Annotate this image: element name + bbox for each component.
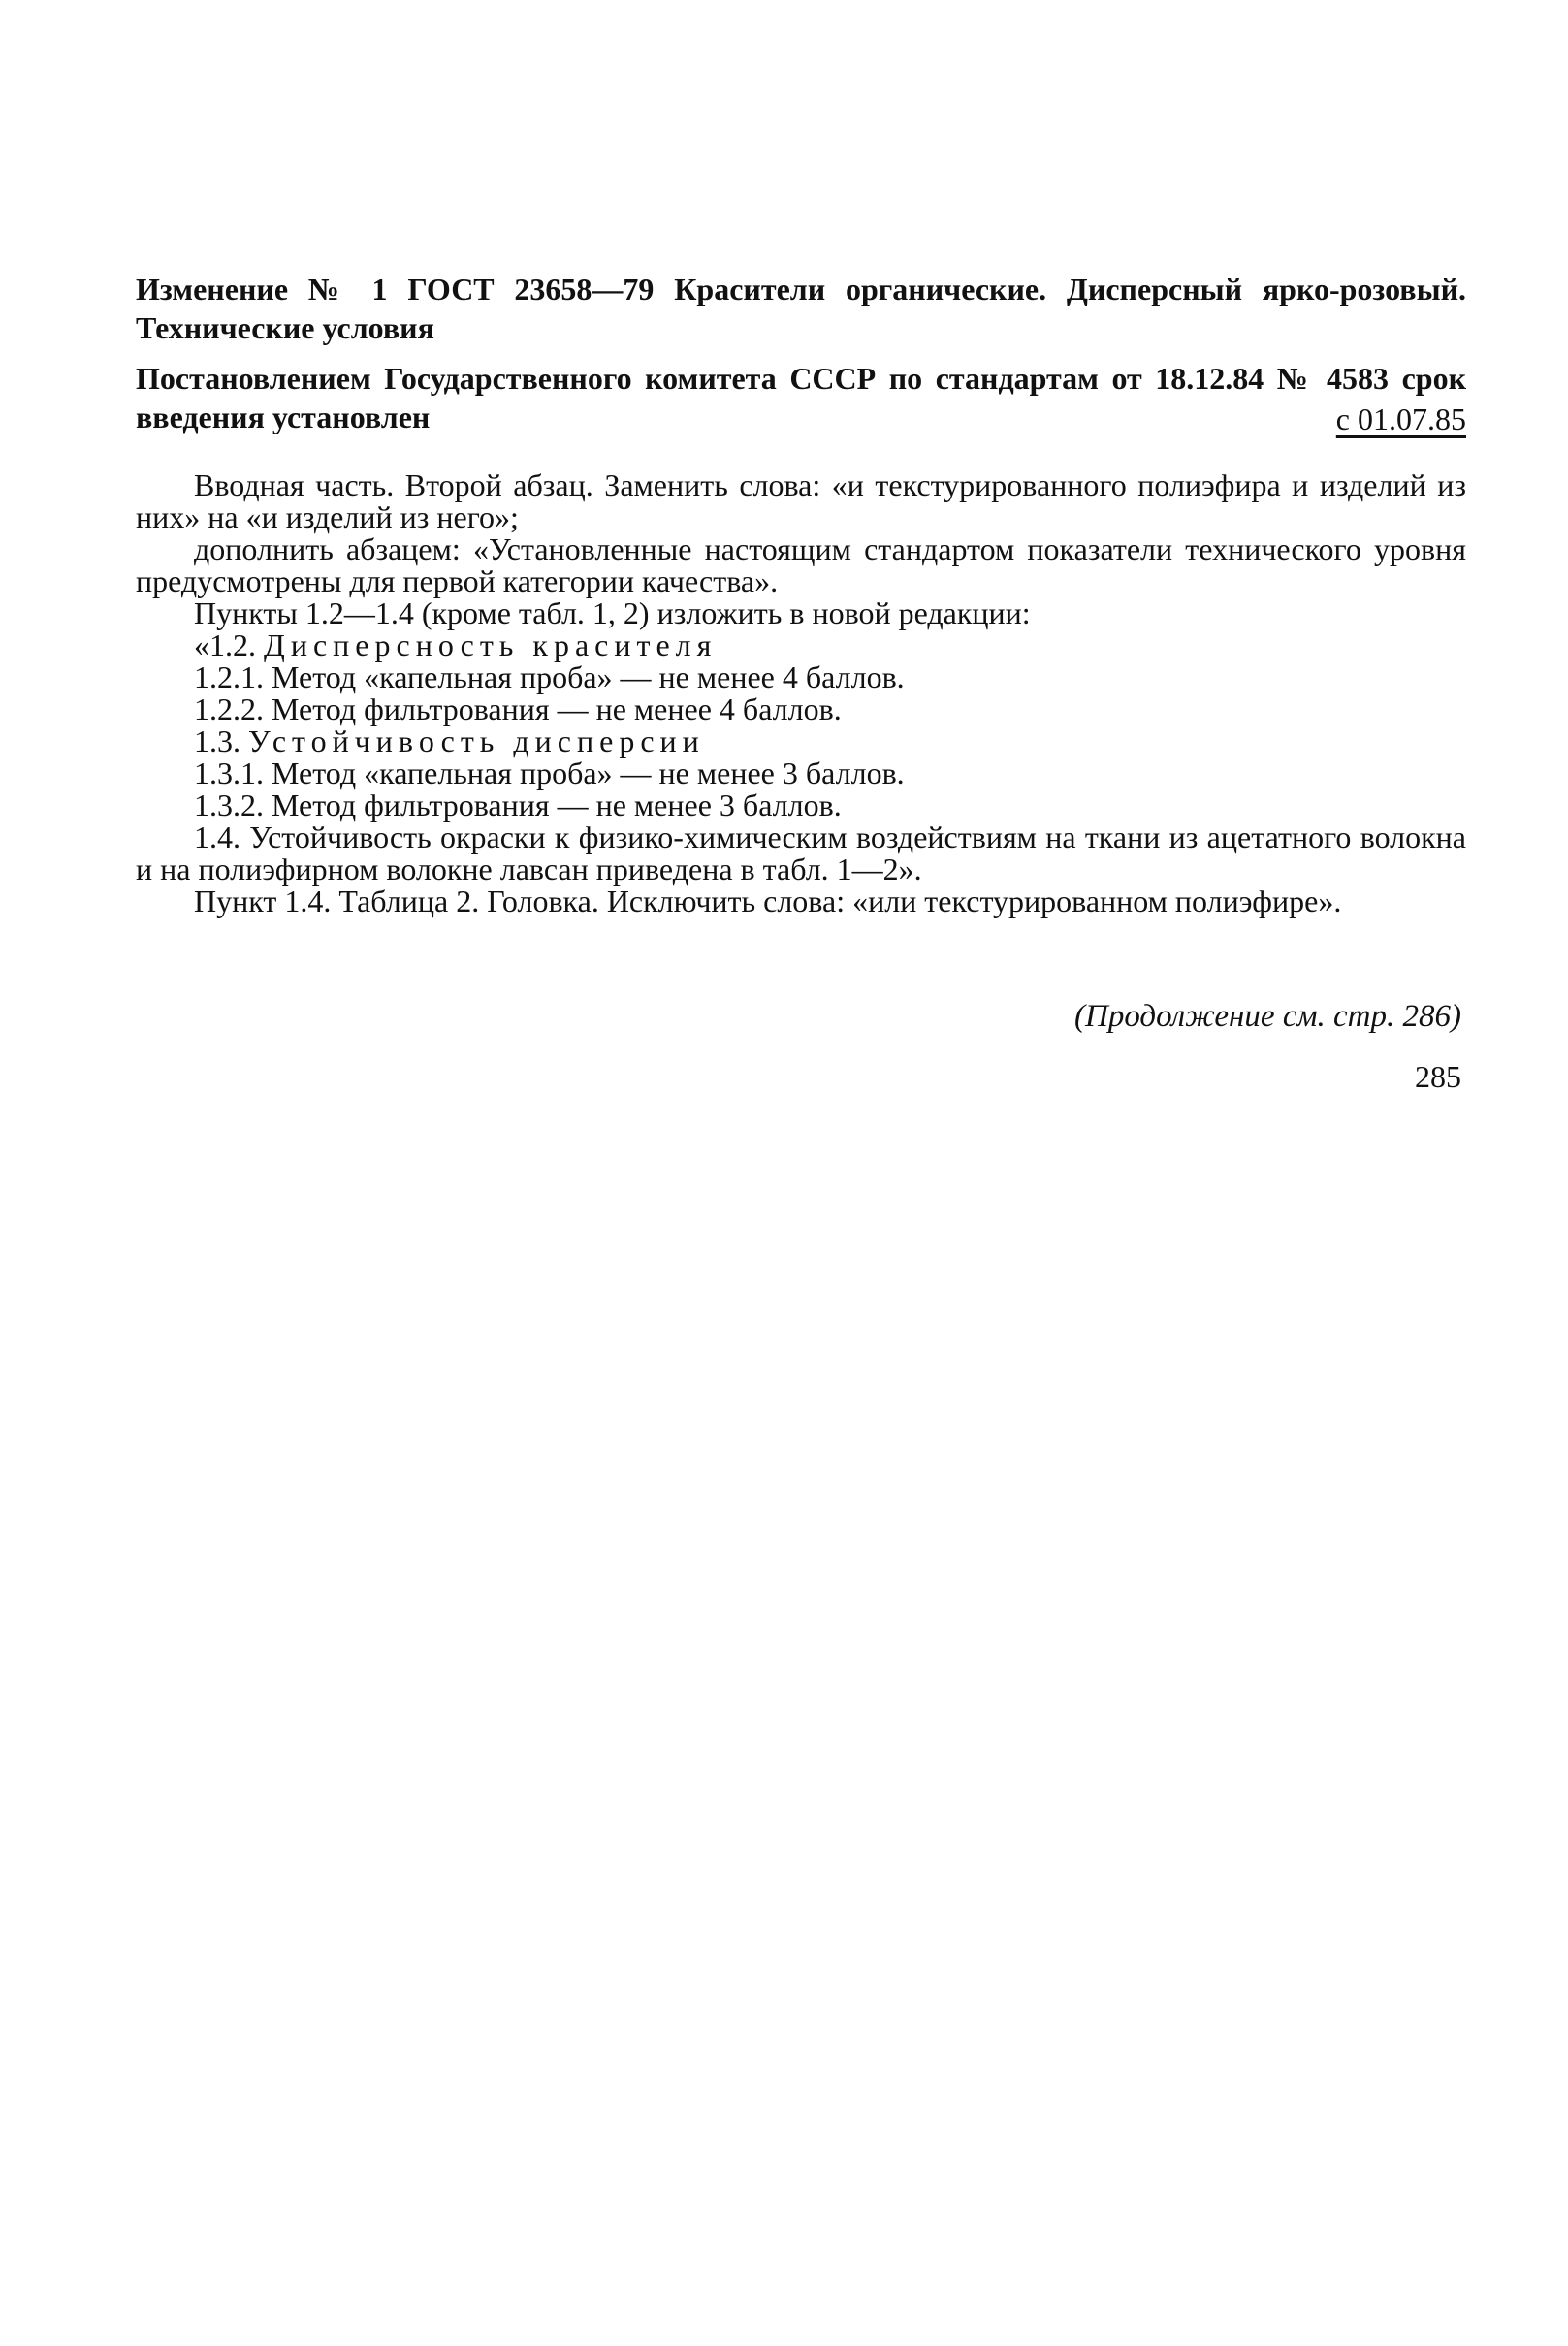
item-1-3-2: 1.3.2. Метод фильтрования — не менее 3 баллов. (194, 787, 842, 822)
section-title-1-2: Дисперсность красителя (264, 627, 718, 662)
document-title: Изменение № 1 ГОСТ 23658—79 Красители органические. Дисперсный ярко-розовый. Технические условия (136, 272, 1466, 345)
section-number-1-3: 1.3. (194, 723, 240, 758)
section-number-1-2: «1.2. (194, 627, 256, 662)
effective-date: с 01.07.85 (1335, 402, 1466, 436)
page-number: 285 (1415, 1059, 1461, 1094)
item-1-3-1: 1.3.1. Метод «капельная проба» — не менее 3 баллов. (194, 755, 905, 790)
intro-paragraph: Вводная часть. Второй абзац. Заменить слова: «и текстурированного полиэфира и изделий из них» на «и изделий из него»; (136, 467, 1466, 534)
section-heading-1-2 (136, 629, 1466, 661)
item-1-2-1: 1.2.1. Метод «капельная проба» — не менее 4 баллов. (194, 659, 905, 694)
section-title-1-3: Устойчивость дисперсии (248, 723, 705, 758)
decree-statement: Постановлением Государственного комитета СССР по стандартам от 18.12.84 № 4583 срок введения установлен (136, 361, 1466, 434)
item-1-2-2: 1.2.2. Метод фильтрования — не менее 4 баллов. (194, 691, 842, 726)
point-1-4-note: Пункт 1.4. Таблица 2. Головка. Исключить слова: «или текстурированном полиэфире». (194, 884, 1342, 918)
addition-paragraph: дополнить абзацем: «Установленные настоящим стандартом показатели технического уровня предусмотрены для первой категории качества». (136, 531, 1466, 598)
section-heading-1-3 (136, 725, 1466, 757)
continuation-note: (Продолжение см. стр. 286) (1074, 999, 1461, 1034)
item-1-4: 1.4. Устойчивость окраски к физико-химическим воздействиям на ткани из ацетатного волокна и на полиэфирном волокне лавсан приведена в табл. 1—2». (136, 819, 1466, 886)
document-body (136, 469, 1466, 917)
points-instruction: Пункты 1.2—1.4 (кроме табл. 1, 2) изложить в новой редакции: (194, 595, 1031, 630)
